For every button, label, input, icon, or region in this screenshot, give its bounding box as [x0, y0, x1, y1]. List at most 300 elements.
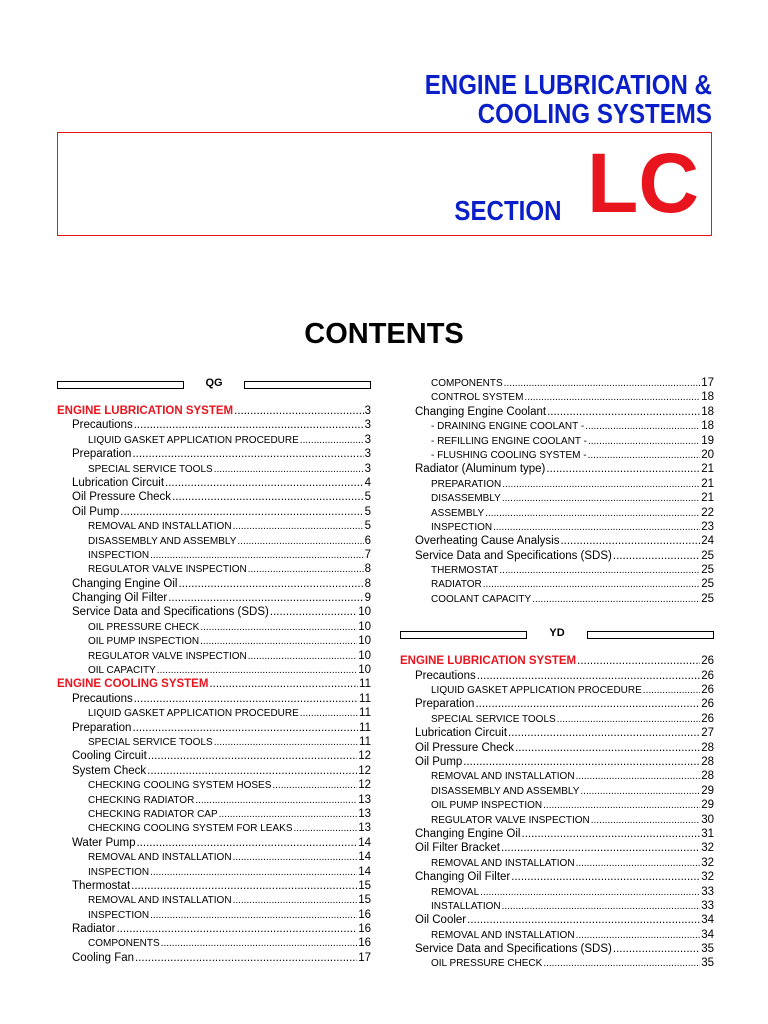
dot-leader — [300, 434, 364, 447]
dot-leader — [557, 713, 701, 726]
toc-entry-level-2[interactable] — [400, 755, 714, 769]
toc-entry-level-3[interactable] — [400, 434, 714, 448]
toc-entry-title: Precautions — [415, 669, 476, 682]
dot-leader — [576, 770, 701, 783]
toc-entry-page: 33 — [701, 899, 714, 912]
section-title-line1: ENGINE LUBRICATION & — [424, 69, 712, 100]
toc-entry-title: Changing Engine Oil — [72, 577, 178, 590]
toc-entry-level-3[interactable] — [57, 793, 371, 807]
toc-entry-page: 10 — [358, 664, 371, 677]
dot-leader — [467, 913, 700, 927]
toc-entry-page: 8 — [364, 577, 371, 590]
toc-entry-title: Oil Pump — [415, 755, 463, 768]
toc-entry-page: 26 — [701, 712, 714, 725]
toc-entry-title: OIL CAPACITY — [88, 665, 156, 677]
toc-entry-page: 9 — [364, 592, 371, 605]
dot-leader — [219, 808, 358, 821]
toc-entry-level-2[interactable] — [57, 692, 371, 706]
dot-leader — [543, 957, 700, 970]
toc-spacer — [400, 644, 714, 654]
toc-entry-page: 35 — [701, 943, 714, 956]
toc-entry-title: Cooling Fan — [72, 951, 135, 964]
toc-entry-level-2[interactable] — [57, 764, 371, 778]
dot-leader — [588, 449, 701, 462]
toc-entry-level-3[interactable] — [400, 592, 714, 606]
toc-entry-page: 5 — [364, 491, 371, 504]
engine-group-label: YD — [549, 627, 565, 640]
dot-leader — [585, 420, 700, 433]
dot-leader — [543, 799, 700, 812]
dot-leader — [233, 894, 358, 907]
toc-entry-level-3[interactable] — [400, 784, 714, 798]
toc-entry-page: 10 — [358, 606, 371, 619]
toc-entry-title: INSPECTION — [431, 521, 493, 533]
toc-spacer — [400, 616, 714, 626]
toc-entry-page: 14 — [358, 851, 371, 864]
dot-leader — [248, 563, 364, 576]
dot-leader — [502, 900, 701, 913]
toc-entry-title: Precautions — [72, 692, 133, 705]
toc-entry-page: 22 — [701, 506, 714, 519]
toc-entry-level-2[interactable] — [400, 942, 714, 956]
toc-entry-title: SPECIAL SERVICE TOOLS — [431, 713, 556, 725]
toc-entry-title: OIL PRESSURE CHECK — [88, 621, 200, 633]
dot-leader — [135, 951, 357, 965]
toc-entry-level-2[interactable] — [400, 913, 714, 927]
toc-entry-level-3[interactable] — [57, 908, 371, 922]
dot-leader — [120, 505, 363, 519]
dot-leader — [643, 684, 700, 697]
toc-entry-title: OIL PUMP INSPECTION — [431, 800, 543, 812]
toc-entry-page: 34 — [701, 914, 714, 927]
toc-entry-title: REMOVAL AND INSTALLATION — [88, 521, 232, 533]
toc-entry-level-2[interactable] — [400, 841, 714, 855]
toc-entry-page: 32 — [701, 856, 714, 869]
toc-entry-page: 29 — [701, 784, 714, 797]
dot-leader — [150, 866, 357, 879]
toc-entry-page: 15 — [358, 879, 371, 892]
toc-entry-page: 3 — [364, 448, 371, 461]
toc-entry-page: 13 — [358, 793, 371, 806]
toc-entry-title: COOLANT CAPACITY — [431, 593, 532, 605]
toc-entry-title: REMOVAL AND INSTALLATION — [431, 771, 575, 783]
dot-leader — [485, 507, 700, 520]
toc-entry-level-3[interactable] — [57, 462, 371, 476]
toc-entry-title: Changing Engine Oil — [415, 827, 521, 840]
toc-entry-title: Oil Pump — [72, 505, 120, 518]
toc-entry-title: COMPONENTS — [431, 378, 503, 389]
toc-entry-page: 28 — [701, 755, 714, 768]
dot-leader — [200, 621, 357, 634]
toc-entry-level-2[interactable] — [400, 669, 714, 683]
toc-entry-level-2[interactable] — [400, 549, 714, 563]
dot-leader — [233, 851, 358, 864]
toc-entry-level-2[interactable] — [400, 726, 714, 740]
toc-entry-page: 10 — [358, 635, 371, 648]
toc-entry-title: REGULATOR VALVE INSPECTION — [431, 814, 590, 826]
dot-leader — [613, 942, 700, 956]
toc-entry-title: CHECKING COOLING SYSTEM FOR LEAKS — [88, 823, 293, 835]
toc-spacer — [57, 394, 371, 404]
toc-entry-title: DISASSEMBLY AND ASSEMBLY — [88, 535, 237, 547]
dot-leader — [214, 463, 364, 476]
toc-entry-page: 25 — [701, 549, 714, 562]
toc-entry-title: Overheating Cause Analysis — [415, 535, 560, 548]
toc-entry-level-3[interactable] — [400, 477, 714, 491]
toc-entry-page: 7 — [364, 548, 371, 561]
toc-entry-level-2[interactable] — [57, 836, 371, 850]
dot-leader — [214, 736, 358, 749]
toc-entry-page: 20 — [701, 448, 714, 461]
toc-entry-level-3[interactable] — [400, 520, 714, 534]
toc-entry-page: 21 — [701, 463, 714, 476]
toc-entry-page: 11 — [359, 692, 371, 705]
dot-leader — [591, 814, 700, 827]
toc-entry-title: Changing Oil Filter — [72, 592, 168, 605]
toc-entry-title: CONTROL SYSTEM — [431, 392, 524, 404]
toc-entry-level-3[interactable] — [57, 634, 371, 648]
toc-entry-page: 3 — [364, 419, 371, 432]
dot-leader — [493, 521, 700, 534]
section-title — [425, 70, 712, 128]
section-code: LC — [587, 136, 699, 230]
toc-entry-title: ENGINE COOLING SYSTEM — [57, 678, 209, 691]
toc-entry-level-3[interactable] — [57, 433, 371, 447]
toc-entry-page: 5 — [364, 505, 371, 518]
toc-entry-title: - FLUSHING COOLING SYSTEM - — [431, 449, 587, 461]
toc-entry-page: 28 — [701, 770, 714, 783]
toc-entry-page: 5 — [364, 520, 371, 533]
toc-spacer — [400, 606, 714, 616]
toc-entry-level-3[interactable] — [57, 562, 371, 576]
toc-entry-level-3[interactable] — [57, 663, 371, 677]
toc-entry-level-3[interactable] — [400, 448, 714, 462]
dot-leader — [477, 669, 700, 683]
toc-entry-title: Water Pump — [72, 836, 136, 849]
toc-entry-title: REMOVAL AND INSTALLATION — [88, 895, 232, 907]
dot-leader — [576, 929, 701, 942]
toc-entry-title: Oil Cooler — [415, 914, 467, 927]
toc-entry-page: 16 — [358, 937, 371, 950]
toc-entry-level-3[interactable] — [57, 534, 371, 548]
toc-entry-level-2[interactable] — [57, 721, 371, 735]
section-box — [57, 132, 712, 236]
dot-leader — [234, 404, 363, 418]
dot-leader — [165, 476, 364, 490]
dot-leader — [200, 635, 357, 648]
toc-entry-title: System Check — [72, 764, 147, 777]
header-rule-right — [244, 381, 371, 389]
dot-leader — [576, 857, 701, 870]
dot-leader — [522, 827, 701, 841]
toc-entry-level-2[interactable] — [57, 749, 371, 763]
toc-entry-page: 26 — [701, 655, 714, 668]
toc-entry-page: 18 — [701, 420, 714, 433]
toc-entry-title: INSPECTION — [88, 866, 150, 878]
toc-entry-level-3[interactable] — [57, 850, 371, 864]
dot-leader — [501, 841, 700, 855]
dot-leader — [577, 654, 700, 668]
toc-entry-page: 11 — [359, 678, 371, 691]
toc-entry-level-2[interactable] — [57, 505, 371, 519]
dot-leader — [499, 564, 700, 577]
toc-entry-title: THERMOSTAT — [431, 565, 499, 577]
dot-leader — [272, 779, 357, 792]
toc-entry-page: 29 — [701, 799, 714, 812]
toc-entry-page: 16 — [358, 923, 371, 936]
toc-entry-level-2[interactable] — [400, 405, 714, 419]
dot-leader — [157, 664, 357, 677]
toc-entry-page: 11 — [359, 735, 371, 748]
toc-entry-title: Changing Engine Coolant — [415, 405, 547, 418]
dot-leader — [293, 822, 357, 835]
toc-entry-title: Oil Pressure Check — [72, 491, 172, 504]
toc-entry-level-2[interactable] — [400, 534, 714, 548]
toc-entry-title: Radiator (Aluminum type) — [415, 463, 546, 476]
dot-leader — [136, 836, 357, 850]
toc-entry-title: Precautions — [72, 419, 133, 432]
toc-entry-page: 3 — [364, 433, 371, 446]
dot-leader — [502, 478, 700, 491]
toc-entry-title: PREPARATION — [431, 478, 502, 490]
toc-entry-page: 35 — [701, 957, 714, 970]
toc-entry-page: 18 — [701, 391, 714, 404]
toc-entry-page: 12 — [358, 750, 371, 763]
toc-entry-level-3[interactable] — [400, 683, 714, 697]
toc-entry-level-3[interactable] — [57, 649, 371, 663]
toc-entry-title: INSPECTION — [88, 909, 150, 921]
toc-entry-level-3[interactable] — [400, 956, 714, 970]
toc-entry-page: 10 — [358, 649, 371, 662]
dot-leader — [150, 549, 363, 562]
toc-entry-level-3[interactable] — [57, 519, 371, 533]
toc-entry-level-2[interactable] — [400, 827, 714, 841]
toc-entry-title: OIL PUMP INSPECTION — [88, 636, 200, 648]
toc-entry-page: 25 — [701, 592, 714, 605]
toc-entry-level-3[interactable] — [57, 548, 371, 562]
toc-entry-level-3[interactable] — [400, 506, 714, 520]
toc-entry-level-3[interactable] — [400, 885, 714, 899]
dot-leader — [547, 405, 700, 419]
toc-entry-page: 13 — [358, 807, 371, 820]
toc-entry-page: 26 — [701, 684, 714, 697]
toc-entry-level-3[interactable] — [400, 798, 714, 812]
toc-entry-level-3[interactable] — [400, 491, 714, 505]
toc-entry-page: 25 — [701, 578, 714, 591]
section-title-line2: COOLING SYSTEMS — [477, 98, 712, 129]
dot-leader — [508, 726, 700, 740]
toc-entry-title: CHECKING COOLING SYSTEM HOSES — [88, 780, 272, 792]
toc-entry-title: LIQUID GASKET APPLICATION PROCEDURE — [88, 434, 299, 446]
toc-entry-title: Radiator — [72, 923, 116, 936]
toc-entry-level-3[interactable] — [400, 563, 714, 577]
toc-entry-page: 13 — [358, 822, 371, 835]
toc-entry-title: Service Data and Specifications (SDS) — [72, 606, 269, 619]
toc-entry-title: Preparation — [72, 448, 132, 461]
toc-entry-level-3[interactable] — [400, 712, 714, 726]
toc-entry-level-2[interactable] — [57, 418, 371, 432]
toc-entry-level-3[interactable] — [57, 821, 371, 835]
toc-entry-page: 17 — [701, 377, 714, 389]
dot-leader — [134, 692, 358, 706]
dot-leader — [116, 922, 357, 936]
dot-leader — [515, 741, 700, 755]
toc-entry-level-1[interactable] — [57, 677, 371, 691]
toc-entry-level-2[interactable] — [57, 605, 371, 619]
toc-entry-title: REMOVAL AND INSTALLATION — [88, 852, 232, 864]
dot-leader — [233, 520, 364, 533]
toc-entry-title: Cooling Circuit — [72, 750, 147, 763]
toc-entry-title: SPECIAL SERVICE TOOLS — [88, 736, 213, 748]
dot-leader — [237, 535, 363, 548]
toc-entry-level-3[interactable] — [57, 706, 371, 720]
toc-entry-title: DISASSEMBLY AND ASSEMBLY — [431, 785, 580, 797]
toc-entry-page: 14 — [358, 865, 371, 878]
toc-entry-title: OIL PRESSURE CHECK — [431, 958, 543, 970]
toc-entry-page: 6 — [364, 534, 371, 547]
toc-entry-title: INSPECTION — [88, 549, 150, 561]
toc-entry-page: 3 — [364, 405, 371, 417]
toc-entry-title: LIQUID GASKET APPLICATION PROCEDURE — [88, 708, 299, 720]
toc-entry-level-3[interactable] — [57, 778, 371, 792]
toc-column-left — [57, 376, 371, 965]
toc-entry-title: RADIATOR — [431, 579, 482, 591]
toc-entry-level-2[interactable] — [57, 577, 371, 591]
toc-entry-level-2[interactable] — [57, 591, 371, 605]
toc-entry-title: DISASSEMBLY — [431, 493, 501, 505]
toc-column-right — [400, 376, 714, 971]
toc-entry-level-2[interactable] — [400, 462, 714, 476]
toc-entry-title: CHECKING RADIATOR CAP — [88, 808, 218, 820]
toc-entry-level-3[interactable] — [400, 928, 714, 942]
toc-entry-level-3[interactable] — [57, 807, 371, 821]
dot-leader — [300, 707, 358, 720]
section-label: SECTION — [453, 195, 561, 226]
dot-leader — [560, 534, 700, 548]
engine-group-header — [400, 626, 714, 644]
toc-entry-level-2[interactable] — [57, 476, 371, 490]
toc-entry-level-2[interactable] — [57, 922, 371, 936]
toc-entry-page: 19 — [701, 434, 714, 447]
toc-entry-level-2[interactable] — [57, 879, 371, 893]
toc-entry-page: 4 — [364, 476, 371, 489]
toc-entry-title: CHECKING RADIATOR — [88, 794, 195, 806]
dot-leader — [475, 697, 700, 711]
dot-leader — [179, 577, 364, 591]
dot-leader — [195, 794, 357, 807]
toc-entry-level-3[interactable] — [57, 620, 371, 634]
toc-entry-page: 12 — [358, 764, 371, 777]
toc-entry-page: 28 — [701, 741, 714, 754]
dot-leader — [172, 490, 364, 504]
toc-entry-title: Service Data and Specifications (SDS) — [415, 549, 612, 562]
dot-leader — [168, 591, 363, 605]
toc-entry-title: Service Data and Specifications (SDS) — [415, 943, 612, 956]
toc-entry-title: Lubrication Circuit — [415, 727, 508, 740]
toc-entry-page: 27 — [701, 727, 714, 740]
toc-entry-level-2[interactable] — [400, 741, 714, 755]
toc-entry-title: REGULATOR VALVE INSPECTION — [88, 650, 247, 662]
toc-entry-title: Thermostat — [72, 879, 131, 892]
toc-entry-page: 24 — [701, 535, 714, 548]
toc-entry-level-2[interactable] — [57, 447, 371, 461]
dot-leader — [588, 435, 700, 448]
toc-entry-level-3[interactable] — [57, 865, 371, 879]
toc-entry-page: 17 — [358, 951, 371, 964]
toc-entry-level-3[interactable] — [57, 936, 371, 950]
toc-entry-page: 10 — [358, 620, 371, 633]
toc-entry-level-3[interactable] — [400, 769, 714, 783]
toc-entry-page: 18 — [701, 405, 714, 418]
toc-entry-title: REGULATOR VALVE INSPECTION — [88, 564, 247, 576]
toc-entry-page: 32 — [701, 842, 714, 855]
toc-entry-level-3[interactable] — [400, 577, 714, 591]
header-rule-right — [587, 631, 714, 639]
toc-entry-page: 11 — [359, 721, 371, 734]
dot-leader — [463, 755, 700, 769]
toc-entry-page: 15 — [358, 894, 371, 907]
dot-leader — [532, 593, 700, 606]
toc-entry-level-2[interactable] — [400, 697, 714, 711]
toc-entry-title: COMPONENTS — [88, 938, 160, 950]
contents-heading: CONTENTS — [304, 318, 464, 350]
toc-entry-page: 8 — [364, 563, 371, 576]
toc-entry-level-3[interactable] — [57, 893, 371, 907]
toc-entry-level-3[interactable] — [400, 856, 714, 870]
toc-entry-title: ENGINE LUBRICATION SYSTEM — [400, 655, 577, 668]
dot-leader — [546, 462, 700, 476]
toc-entry-title: INSTALLATION — [431, 900, 501, 912]
dot-leader — [270, 605, 357, 619]
toc-entry-title: REMOVAL AND INSTALLATION — [431, 929, 575, 941]
dot-leader — [150, 909, 357, 922]
toc-entry-level-2[interactable] — [57, 951, 371, 965]
dot-leader — [524, 391, 700, 404]
toc-entry-level-3[interactable] — [400, 419, 714, 433]
dot-leader — [134, 418, 364, 432]
dot-leader — [613, 549, 700, 563]
toc-entry-level-3[interactable] — [400, 813, 714, 827]
engine-group-label: QG — [205, 377, 223, 389]
dot-leader — [147, 764, 357, 778]
toc-entry-title: Lubrication Circuit — [72, 476, 165, 489]
dot-leader — [580, 785, 700, 798]
toc-entry-level-2[interactable] — [400, 870, 714, 884]
toc-entry-page: 3 — [364, 462, 371, 475]
toc-entry-page: 31 — [701, 827, 714, 840]
toc-entry-title: LIQUID GASKET APPLICATION PROCEDURE — [431, 685, 642, 697]
toc-entry-level-1[interactable] — [400, 654, 714, 668]
toc-entry-level-3[interactable] — [400, 376, 714, 390]
toc-entry-page: 33 — [701, 885, 714, 898]
toc-entry-title: - DRAINING ENGINE COOLANT - — [431, 421, 585, 433]
toc-entry-level-2[interactable] — [57, 490, 371, 504]
toc-entry-page: 34 — [701, 928, 714, 941]
toc-entry-level-3[interactable] — [400, 899, 714, 913]
toc-entry-page: 21 — [701, 492, 714, 505]
toc-entry-title: ENGINE LUBRICATION SYSTEM — [57, 405, 234, 417]
toc-entry-level-3[interactable] — [57, 735, 371, 749]
toc-entry-title: REMOVAL AND INSTALLATION — [431, 857, 575, 869]
toc-entry-level-3[interactable] — [400, 390, 714, 404]
toc-entry-page: 23 — [701, 520, 714, 533]
toc-entry-page: 25 — [701, 564, 714, 577]
dot-leader — [132, 721, 358, 735]
toc-entry-level-1[interactable] — [57, 404, 371, 418]
toc-entry-page: 12 — [358, 779, 371, 792]
toc-entry-page: 21 — [701, 477, 714, 490]
dot-leader — [148, 749, 357, 763]
